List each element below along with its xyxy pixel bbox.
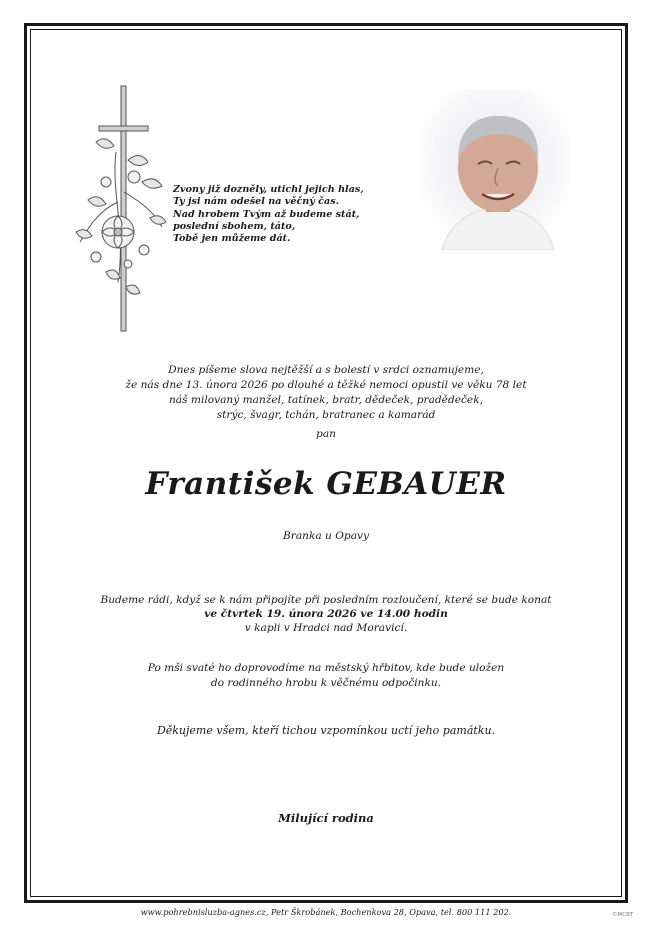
announcement-line: Dnes píšeme slova nejtěžší a s bolestí v srdci oznamujeme, — [168, 364, 484, 376]
thanks-text: Děkujeme všem, kteří tichou vzpomínkou uctí jeho památku. — [156, 724, 496, 737]
poem-line: Zvony již dozněly, utichl jejich hlas, — [173, 184, 364, 195]
poem — [173, 184, 413, 245]
poem-line: poslední sbohem, táto, — [173, 220, 296, 232]
burial-line: Po mši svaté ho doprovodíme na městský hřbitov, kde bude uložen — [147, 662, 505, 674]
cross-flower-illustration — [66, 82, 176, 342]
poem-line: Ty jsi nám odešel na věčný čas. — [173, 196, 339, 208]
poem-line: Tobě jen můžeme dát. — [173, 233, 291, 245]
announcement-line: že nás dne 13. února 2026 po dlouhé a těžké nemoci opustil ve věku 78 let — [125, 379, 527, 391]
signature: Milující rodina — [278, 811, 374, 825]
farewell-datetime: ve čtvrtek 19. února 2026 ve 14.00 hodin — [204, 608, 448, 620]
footer-contact: www.pohrebnisluzba-agnes.cz, Petr Škrobánek, Bochenkova 28, Opava, tel. 800 111 202. — [140, 907, 512, 917]
farewell-location: v kapli v Hradci nad Moravicí. — [244, 622, 408, 634]
title-word: pan — [316, 428, 336, 440]
deceased-name: František GEBAUER — [145, 466, 507, 502]
farewell-text — [60, 593, 592, 635]
farewell-line: Budeme rádi, když se k nám připojíte při posledním rozloučení, které se bude konat — [100, 594, 552, 606]
deceased-place: Branka u Opavy — [282, 530, 370, 542]
cross-icon — [66, 82, 176, 342]
burial-text — [60, 661, 592, 691]
poem-line: Nad hrobem Tvým až budeme stát, — [173, 208, 360, 220]
portrait-photo — [420, 90, 570, 250]
burial-line: do rodinného hrobu k věčnému odpočinku. — [210, 677, 442, 689]
announcement-line: strýc, švagr, tchán, bratranec a kamarád — [216, 409, 436, 421]
announcement-line: náš milovaný manžel, tatínek, bratr, dědeček, pradědeček, — [168, 394, 483, 406]
watermark: ©MCBT — [612, 912, 634, 918]
portrait-image — [420, 90, 570, 250]
announcement-text — [60, 363, 592, 423]
